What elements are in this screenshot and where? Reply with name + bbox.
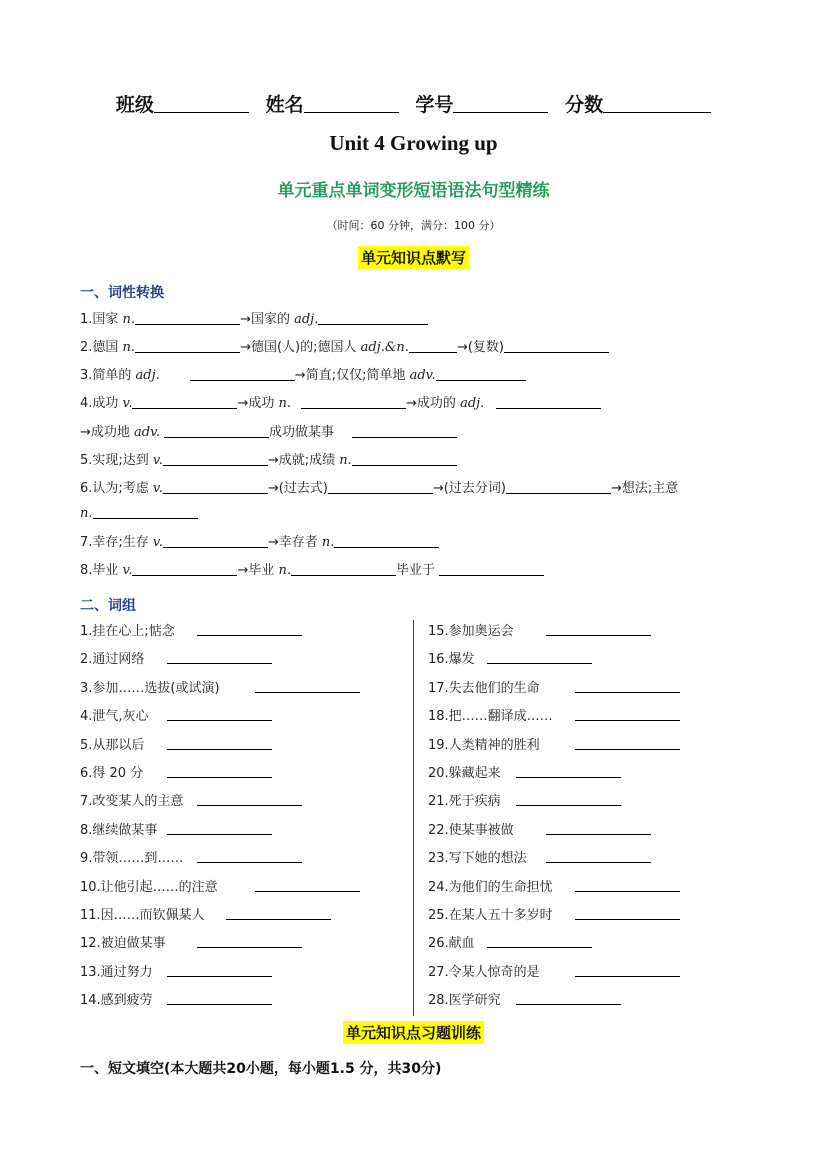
answer-blank[interactable] — [439, 562, 544, 576]
answer-blank[interactable] — [575, 679, 680, 693]
phrase-item — [428, 847, 527, 866]
answer-blank[interactable] — [132, 562, 237, 576]
phrase-item — [428, 734, 540, 753]
answer-blank[interactable] — [436, 367, 526, 381]
answer-blank[interactable] — [496, 395, 601, 409]
phrase-item — [428, 961, 540, 980]
answer-blank[interactable] — [255, 679, 360, 693]
answer-blank[interactable] — [163, 480, 268, 494]
answer-blank[interactable] — [504, 339, 609, 353]
answer-blank[interactable] — [197, 792, 302, 806]
phrase-label: 20.躲藏起来 — [428, 766, 501, 781]
answer-blank[interactable] — [167, 650, 272, 664]
answer-blank[interactable] — [575, 736, 680, 750]
banner-exercises — [0, 1021, 827, 1044]
phrase-label: 12.被迫做某事 — [80, 936, 166, 952]
phrase-label: 19.人类精神的胜利 — [428, 737, 540, 753]
word-form-line-7: 7.幸存;生存 v. →幸存者 n. — [80, 531, 439, 550]
phrase-label: 14.感到疲劳 — [80, 993, 153, 1009]
answer-blank[interactable] — [197, 622, 302, 636]
phrase-label: 6.得 20 分 — [80, 766, 144, 781]
time-score-note: （时间：60 分钟，满分：100 分） — [326, 219, 501, 232]
phrase-label: 17.失去他们的生命 — [428, 680, 540, 696]
student-id-blank[interactable] — [453, 94, 548, 113]
phrase-item — [80, 762, 143, 781]
phrase-label: 3.参加……选拔(或试演) — [80, 680, 220, 696]
phrase-label: 26.献血 — [428, 936, 475, 952]
answer-blank[interactable] — [575, 707, 680, 721]
answer-blank[interactable] — [546, 849, 651, 863]
answer-blank[interactable] — [255, 878, 360, 892]
word-form-line-6b: n. — [80, 505, 198, 521]
page-subtitle: 单元重点单词变形短语语法句型精练 — [277, 181, 550, 201]
answer-blank[interactable] — [164, 424, 269, 438]
answer-blank[interactable] — [546, 622, 651, 636]
class-blank[interactable] — [154, 94, 249, 113]
phrase-label: 23.写下她的想法 — [428, 851, 527, 867]
answer-blank[interactable] — [135, 339, 240, 353]
answer-blank[interactable] — [506, 480, 611, 494]
answer-blank[interactable] — [135, 311, 240, 325]
banner-knowledge-dictation — [0, 246, 827, 269]
phrase-label: 16.爆发 — [428, 652, 475, 668]
answer-blank[interactable] — [167, 963, 272, 977]
phrase-label: 13.通过努力 — [80, 964, 153, 980]
phrase-label: 21.死于疾病 — [428, 794, 501, 810]
phrase-item — [428, 677, 540, 696]
phrase-item — [80, 961, 153, 980]
phrase-label: 9.带领……到…… — [80, 851, 184, 867]
phrase-item — [80, 847, 183, 866]
phrase-label: 8.继续做某事 — [80, 822, 158, 838]
phrase-item — [428, 989, 501, 1008]
phrase-label: 18.把……翻译成…… — [428, 709, 553, 725]
answer-blank[interactable] — [167, 764, 272, 778]
word-form-line-5: 5.实现;达到 v. →成就;成绩 n. — [80, 449, 457, 468]
section-heading-phrases: 二、词组 — [80, 598, 136, 614]
phrase-label: 22.使某事被做 — [428, 822, 514, 838]
phrase-label: 2.通过网络 — [80, 652, 145, 668]
phrase-item — [428, 620, 514, 639]
answer-blank[interactable] — [318, 311, 428, 325]
answer-blank[interactable] — [487, 934, 592, 948]
banner-label: 单元知识点习题训练 — [343, 1021, 484, 1044]
answer-blank[interactable] — [516, 991, 621, 1005]
page-title: Unit 4 Growing up — [329, 131, 498, 155]
phrase-label: 4.泄气,灰心 — [80, 709, 149, 725]
answer-blank[interactable] — [516, 764, 621, 778]
class-field: 班级 — [116, 90, 249, 117]
section-heading-word-forms: 一、词性转换 — [80, 285, 164, 301]
answer-blank[interactable] — [575, 963, 680, 977]
phrase-label: 25.在某人五十多岁时 — [428, 908, 553, 923]
answer-blank[interactable] — [352, 424, 457, 438]
answer-blank[interactable] — [291, 562, 396, 576]
phrase-item — [428, 876, 553, 895]
phrase-item — [428, 762, 501, 781]
answer-blank[interactable] — [197, 934, 302, 948]
phrase-item — [428, 790, 501, 809]
answer-blank[interactable] — [487, 650, 592, 664]
answer-blank[interactable] — [167, 736, 272, 750]
answer-blank[interactable] — [301, 395, 406, 409]
phrase-item — [80, 734, 144, 753]
phrase-label: 15.参加奥运会 — [428, 624, 514, 639]
phrase-item — [80, 989, 153, 1008]
phrase-item — [428, 648, 475, 667]
answer-blank[interactable] — [167, 821, 272, 835]
answer-blank[interactable] — [334, 534, 439, 548]
phrase-label: 11.因……而钦佩某人 — [80, 908, 205, 923]
answer-blank[interactable] — [163, 452, 268, 466]
answer-blank[interactable] — [575, 906, 680, 920]
answer-blank[interactable] — [226, 906, 331, 920]
column-divider — [413, 620, 414, 1016]
phrase-item — [428, 819, 514, 838]
phrase-label: 27.令某人惊奇的是 — [428, 964, 540, 980]
answer-blank[interactable] — [546, 821, 651, 835]
name-blank[interactable] — [304, 94, 399, 113]
phrase-item — [80, 876, 218, 895]
answer-blank[interactable] — [190, 367, 295, 381]
section-heading-cloze: 一、短文填空(本大题共20小题，每小题1.5 分，共30分) — [80, 1061, 442, 1077]
phrase-item — [428, 904, 553, 923]
answer-blank[interactable] — [167, 707, 272, 721]
answer-blank[interactable] — [352, 452, 457, 466]
phrase-label: 24.为他们的生命担忧 — [428, 879, 553, 895]
phrase-label: 28.医学研究 — [428, 993, 501, 1009]
student-id-field: 学号 — [415, 90, 548, 117]
answer-blank[interactable] — [93, 505, 198, 519]
name-field: 姓名 — [266, 90, 399, 117]
answer-blank[interactable] — [163, 534, 268, 548]
answer-blank[interactable] — [167, 991, 272, 1005]
phrase-item — [80, 819, 157, 838]
answer-blank[interactable] — [197, 849, 302, 863]
word-form-line-3: 3.简单的 adj. →简直;仅仅;简单地 adv. — [80, 364, 526, 383]
answer-blank[interactable] — [328, 480, 433, 494]
word-form-line-2: 2.德国 n. →德国(人)的;德国人 adj.&n. →(复数) — [80, 336, 609, 355]
score-blank[interactable] — [603, 94, 711, 113]
word-form-line-8: 8.毕业 v. →毕业 n. 毕业于 — [80, 559, 544, 578]
student-info-fields — [0, 90, 827, 117]
word-form-line-4: 4.成功 v. →成功 n. →成功的 adj. — [80, 392, 601, 411]
phrase-item — [80, 620, 175, 639]
phrase-item — [428, 932, 475, 951]
word-form-line-6: 6.认为;考虑 v. →(过去式) →(过去分词) →想法;主意 — [80, 481, 679, 496]
phrase-label: 1.挂在心上;惦念 — [80, 624, 175, 639]
answer-blank[interactable] — [516, 792, 621, 806]
phrase-item — [80, 904, 205, 923]
phrase-item — [80, 705, 149, 724]
answer-blank[interactable] — [409, 339, 457, 353]
word-form-line-1: 1.国家 n. →国家的 adj. — [80, 308, 428, 327]
answer-blank[interactable] — [132, 395, 237, 409]
answer-blank[interactable] — [575, 878, 680, 892]
word-form-line-4b: →成功地 adv. 成功做某事 — [80, 421, 457, 440]
phrase-label: 5.从那以后 — [80, 737, 145, 753]
phrase-item — [80, 648, 144, 667]
phrase-item — [80, 790, 183, 809]
score-field: 分数 — [565, 90, 711, 117]
phrase-item — [80, 932, 166, 951]
phrase-label: 7.改变某人的主意 — [80, 794, 184, 810]
phrase-item — [80, 677, 220, 696]
phrase-item — [428, 705, 553, 724]
banner-label: 单元知识点默写 — [358, 246, 469, 269]
phrase-label: 10.让他引起……的注意 — [80, 879, 218, 895]
